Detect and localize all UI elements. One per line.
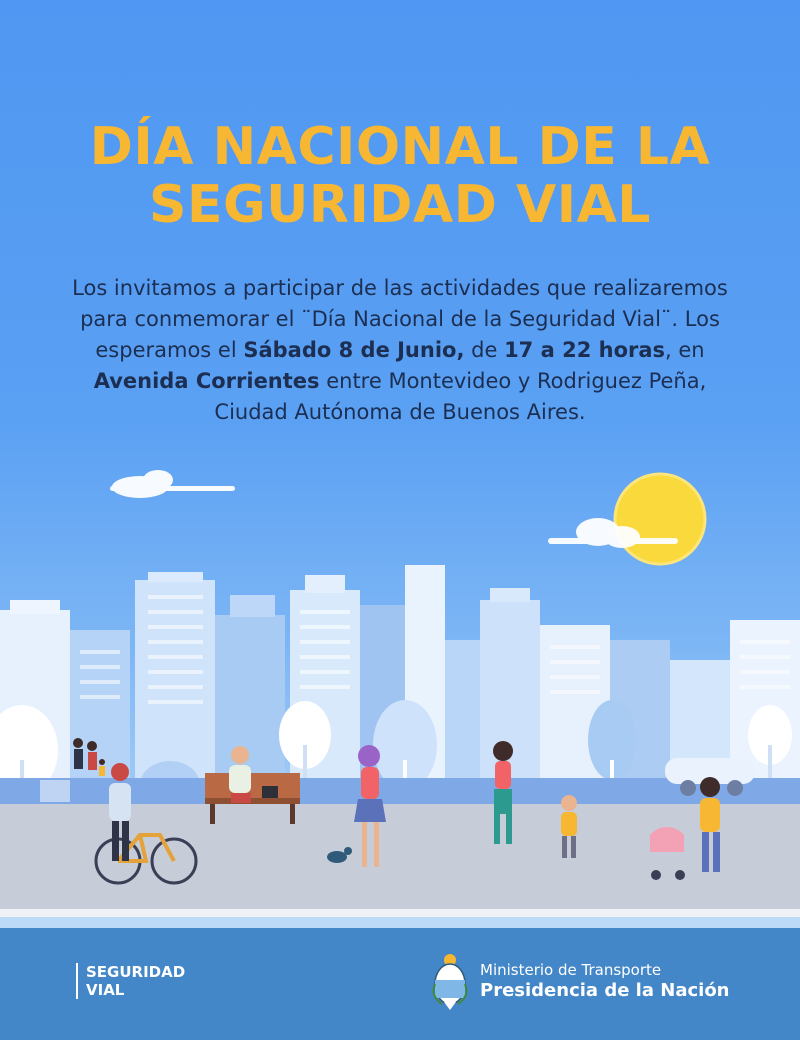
curb: [0, 909, 800, 917]
coat-of-arms-icon: [430, 950, 470, 1012]
logo-line-1: SEGURIDAD: [86, 963, 186, 981]
event-time: 17 a 22 horas: [504, 338, 666, 362]
sun-icon: [615, 474, 705, 564]
car-wheel: [680, 780, 696, 796]
invitation-text-part: , en: [665, 338, 705, 362]
car-wheel: [727, 780, 743, 796]
event-date: Sábado 8 de Junio,: [243, 338, 465, 362]
invitation-text-part: de: [464, 338, 505, 362]
ministry-block: [430, 950, 770, 1020]
ministry-name: Ministerio de Transporte: [480, 961, 662, 979]
presidency-name: Presidencia de la Nación: [480, 980, 730, 1001]
title-line-1: DÍA NACIONAL DE LA: [89, 117, 711, 177]
logo-line-2: VIAL: [86, 981, 125, 999]
poster-title: [0, 118, 800, 234]
invitation-text-part: Los invitamos a participar de las actividades que realizaremos para conmemorar el ¨Día Nacional de la Seguridad Vial¨. Los esperamos el: [72, 276, 728, 362]
cloud-icon: [110, 470, 235, 498]
crosswalk: [40, 780, 70, 802]
footer: [0, 928, 800, 1040]
city-street-illustration: [0, 460, 800, 930]
invitation-text-part: entre Montevideo y Rodriguez Peña, Ciudad Autónoma de Buenos Aires.: [214, 369, 707, 424]
event-location: Avenida Corrientes: [93, 369, 320, 393]
title-line-2: SEGURIDAD VIAL: [149, 175, 651, 235]
seguridad-vial-logo: [76, 963, 185, 999]
invitation-text: [60, 273, 740, 428]
